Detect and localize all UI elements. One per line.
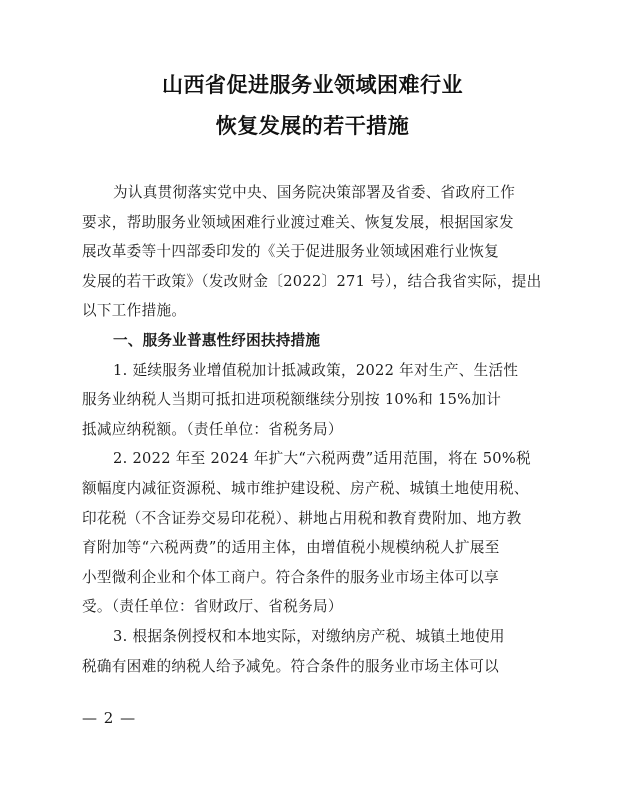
- section-heading-1: 一、服务业普惠性纾困扶持措施: [113, 331, 321, 349]
- item-2-line: 育附加等“六税两费”的适用主体，由增值税小规模纳税人扩展至: [82, 539, 500, 557]
- document-title-line-1: 山西省促进服务业领域困难行业: [162, 73, 463, 97]
- item-2-line: 印花税（不含证券交易印花税）、耕地占用税和教育费附加、地方教: [82, 509, 522, 527]
- item-2-line: 小型微利企业和个体工商户。符合条件的服务业市场主体可以享: [82, 568, 500, 586]
- paragraph-intro-line: 要求，帮助服务业领域困难行业渡过难关、恢复发展，根据国家发: [82, 213, 514, 231]
- item-2-line: 额幅度内减征资源税、城市维护建设税、房产税、城镇土地使用税、: [82, 479, 529, 497]
- paragraph-intro-line: 展改革委等十四部委印发的《关于促进服务业领域困难行业恢复: [82, 243, 500, 261]
- item-2-line: 受。（责任单位：省财政厅、省税务局）: [82, 598, 343, 616]
- item-1-line: 服务业纳税人当期可抵扣进项税额继续分别按 10%和 15%加计: [82, 391, 502, 409]
- document-title-line-2: 恢复发展的若干措施: [215, 114, 410, 138]
- item-3-line: 税确有困难的纳税人给予减免。符合条件的服务业市场主体可以: [82, 657, 500, 675]
- item-1-line: 抵减应纳税额。（责任单位：省税务局）: [82, 420, 343, 438]
- item-2-line: 2. 2022 年至 2024 年扩大“六税两费”适用范围，将在 50%税: [113, 450, 531, 468]
- item-3-line: 3. 根据条例授权和本地实际，对缴纳房产税、城镇土地使用: [113, 627, 505, 645]
- page-number: — 2 —: [82, 709, 137, 727]
- paragraph-intro-line: 以下工作措施。: [82, 302, 187, 320]
- document-body: [82, 178, 542, 681]
- paragraph-intro-line: 为认真贯彻落实党中央、国务院决策部署及省委、省政府工作: [113, 184, 516, 201]
- item-1-line: 1. 延续服务业增值税加计抵减政策，2022 年对生产、生活性: [113, 361, 519, 379]
- paragraph-intro-line: 发展的若干政策》（发改财金〔2022〕271 号），结合我省实际，提出: [82, 272, 542, 290]
